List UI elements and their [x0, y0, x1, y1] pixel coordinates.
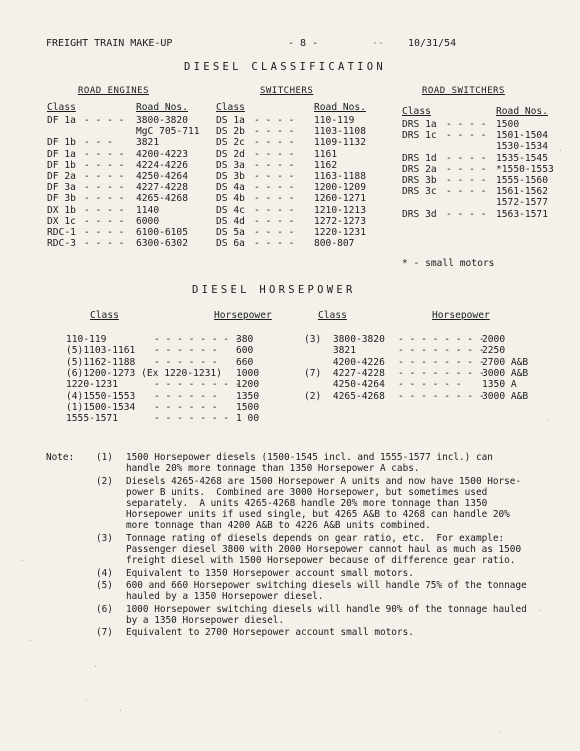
- scan-speck: [86, 700, 87, 701]
- road-engines-row-nos: MgC 705-711: [136, 126, 200, 138]
- road-switchers-row-nos: 1555-1560: [496, 175, 548, 186]
- road-engines-row-nos: 3800-3820: [136, 115, 188, 126]
- road-engines-row-dash: - - - -: [84, 193, 125, 205]
- ink-mark: ·-: [372, 38, 385, 49]
- notes-label: Note:: [46, 452, 75, 463]
- hp-left-row-hp: 1000: [236, 367, 260, 379]
- switchers-row-cls: DS 1a: [216, 115, 245, 126]
- note-number: (2): [96, 475, 113, 487]
- section-title-classification: DIESEL CLASSIFICATION: [184, 61, 387, 73]
- road-engines-row-cls: DF 3b: [47, 193, 76, 205]
- road-engines-row-dash: - - - -: [84, 171, 125, 182]
- note-line: handle 20% more tonnage than 1350 Horsepower A cabs.: [126, 463, 420, 475]
- scan-speck: [120, 710, 121, 711]
- road-switchers-row-nos: 1535-1545: [496, 152, 548, 164]
- switchers-row-dash: - - - -: [254, 204, 295, 216]
- switchers-row-nos: 1272-1273: [314, 215, 366, 227]
- switchers-row-nos: 1260-1271: [314, 193, 366, 205]
- hp-left-row-cls: (4)1550-1553: [66, 390, 136, 402]
- road-switchers-row-dash: - - - -: [446, 119, 487, 130]
- road-switchers-row-dash: - - - -: [446, 186, 487, 198]
- note-number: (6): [96, 603, 113, 615]
- road-engines-row-nos: 6000: [136, 215, 160, 227]
- road-engines-row-dash: - - - -: [84, 159, 125, 171]
- note-line: 600 and 660 Horsepower switching diesels will handle 75% of the tonnage: [126, 580, 527, 591]
- hp-left-row-cls: (5)1103-1161: [66, 345, 136, 357]
- note-number: (7): [96, 627, 113, 639]
- road-engines-row-cls: DF 1b: [47, 137, 76, 149]
- switchers-nos-label: Road Nos.: [314, 102, 366, 113]
- note-number: (4): [96, 567, 113, 579]
- hp-left-row-hp: 1200: [236, 379, 260, 391]
- note-line: separately. A units 4265-4268 handle 20% more tonnage than 1350: [126, 498, 488, 509]
- note-line: freight diesel with 1500 Horsepower because of difference gear ratio.: [126, 555, 516, 567]
- road-switchers-row-nos: 1500: [496, 119, 520, 130]
- note-line: Equivalent to 1350 Horsepower account small motors.: [126, 567, 414, 579]
- hp-right-row-cls: (7) 4227-4228: [304, 367, 385, 379]
- switchers-row-dash: - - - -: [254, 227, 295, 238]
- switchers-row-cls: DS 6a: [216, 238, 245, 250]
- note-line: more tonnage than 4200 A&B to 4226 A&B units combined.: [126, 520, 431, 532]
- road-engines-heading: ROAD ENGINES: [78, 86, 150, 96]
- road-switchers-row-nos: 1561-1562: [496, 186, 548, 198]
- hp-right-row-dash: - - - - - - - -: [398, 334, 485, 345]
- road-switchers-row-dash: - - - -: [446, 163, 487, 175]
- hp-left-row-dash: - - - - - -: [154, 401, 218, 413]
- road-engines-class-label: Class: [47, 102, 76, 113]
- switchers-row-nos: 1200-1209: [314, 182, 366, 194]
- hp-left-row-hp: 380: [236, 334, 254, 345]
- hp-right-row-cls: 3821: [304, 345, 356, 357]
- switchers-row-dash: - - - -: [254, 182, 295, 194]
- hp-right-class-label: Class: [318, 310, 347, 321]
- hp-left-row-cls: (5)1162-1188: [66, 356, 136, 368]
- scan-speck: [30, 640, 31, 641]
- hp-left-row-hp: 660: [236, 356, 254, 368]
- road-switchers-row-nos: *1550-1553: [496, 163, 554, 175]
- scan-speck: [95, 666, 96, 667]
- switchers-row-cls: DS 5a: [216, 227, 245, 238]
- switchers-row-nos: 1161: [314, 148, 338, 160]
- switchers-row-dash: - - - -: [254, 193, 295, 205]
- road-switchers-row-dash: - - - -: [446, 175, 487, 186]
- hp-left-row-hp: 600: [236, 345, 254, 357]
- road-switchers-row-nos: 1501-1504: [496, 130, 548, 142]
- switchers-row-dash: - - - -: [254, 159, 295, 171]
- note-line: Tonnage rating of diesels depends on gear ratio, etc. For example:: [126, 532, 505, 544]
- switchers-row-dash: - - - -: [254, 115, 295, 126]
- switchers-heading: SWITCHERS: [260, 86, 314, 96]
- road-engines-row-nos: 4200-4223: [136, 148, 188, 160]
- road-switchers-row-nos: 1572-1577: [496, 197, 548, 209]
- hp-right-hp-label: Horsepower: [432, 310, 490, 321]
- hp-left-row-cls: (6)1200-1273 (Ex 1220-1231): [66, 367, 222, 379]
- switchers-row-nos: 110-119: [314, 115, 355, 126]
- switchers-row-cls: DS 3a: [216, 159, 245, 171]
- note-line: power B units. Combined are 3000 Horsepower, but sometimes used: [126, 486, 488, 498]
- hp-right-row-hp: 3000 A&B: [482, 367, 529, 379]
- road-engines-row-cls: DX 1c: [47, 215, 76, 227]
- road-engines-row-dash: - - -: [84, 137, 113, 149]
- road-engines-row-nos: 4224-4226: [136, 159, 188, 171]
- hp-left-row-dash: - - - - - -: [154, 390, 218, 402]
- road-switchers-nos-label: Road Nos.: [496, 106, 548, 117]
- document-date: 10/31/54: [408, 38, 457, 49]
- scan-speck: [500, 732, 501, 733]
- road-engines-row-nos: 4227-4228: [136, 182, 188, 194]
- hp-right-row-cls: 4250-4264: [304, 379, 385, 391]
- switchers-row-nos: 1109-1132: [314, 137, 366, 149]
- switchers-row-nos: 1103-1108: [314, 126, 366, 138]
- switchers-row-nos: 1220-1231: [314, 227, 366, 238]
- road-switchers-row-cls: DRS 1d: [402, 152, 437, 164]
- hp-left-row-dash: - - - - - - -: [154, 413, 230, 425]
- note-line: Equivalent to 2700 Horsepower account small motors.: [126, 627, 414, 639]
- road-engines-row-nos: 4250-4264: [136, 171, 188, 182]
- section-title-horsepower: DIESEL HORSEPOWER: [192, 284, 356, 296]
- road-engines-row-cls: DF 1b: [47, 159, 76, 171]
- hp-left-row-dash: - - - - - - - -: [154, 334, 241, 345]
- note-line: Passenger diesel 3800 with 2000 Horsepower cannot haul as much as 1500: [126, 544, 522, 555]
- hp-left-row-cls: 1555-1571: [66, 413, 118, 425]
- road-engines-row-dash: - - - -: [84, 227, 125, 238]
- switchers-row-dash: - - - -: [254, 148, 295, 160]
- switchers-row-dash: - - - -: [254, 215, 295, 227]
- note-number: (5): [96, 580, 113, 591]
- road-switchers-row-nos: 1530-1534: [496, 141, 548, 153]
- hp-left-row-dash: - - - - - - - -: [154, 379, 241, 391]
- switchers-row-cls: DS 2d: [216, 148, 245, 160]
- scan-speck: [22, 560, 23, 561]
- road-switchers-row-dash: - - - -: [446, 208, 487, 220]
- switchers-row-cls: DS 2c: [216, 137, 245, 149]
- road-engines-row-cls: DF 1a: [47, 115, 76, 126]
- switchers-row-cls: DS 4a: [216, 182, 245, 194]
- page-number: - 8 -: [288, 38, 319, 49]
- note-line: by a 1350 Horsepower diesel.: [126, 614, 285, 626]
- note-line: 1000 Horsepower switching diesels will handle 90% of the tonnage hauled: [126, 603, 527, 615]
- hp-left-row-hp: 1 00: [236, 413, 260, 425]
- switchers-row-dash: - - - -: [254, 137, 295, 149]
- hp-right-row-dash: - - - - - - - -: [398, 390, 485, 402]
- hp-right-row-dash: - - - - - - - -: [398, 345, 485, 357]
- hp-right-row-dash: - - - - - - - -: [398, 367, 485, 379]
- hp-left-row-cls: 1220-1231: [66, 379, 118, 391]
- note-line: Horsepower units if used single, but 4265 A&B to 4268 can handle 20%: [126, 509, 510, 521]
- hp-left-row-dash: - - - - - -: [154, 356, 218, 368]
- road-switchers-row-dash: - - - -: [446, 130, 487, 142]
- road-switchers-row-dash: - - - -: [446, 152, 487, 164]
- road-engines-row-nos: 3821: [136, 137, 160, 149]
- road-engines-row-nos: 6100-6105: [136, 227, 188, 238]
- hp-right-row-hp: 2250: [482, 345, 506, 357]
- hp-right-row-hp: 2000: [482, 334, 506, 345]
- switchers-row-nos: 800-807: [314, 238, 355, 250]
- road-engines-row-cls: DF 2a: [47, 171, 76, 182]
- note-line: Diesels 4265-4268 are 1500 Horsepower A units and now have 1500 Horse-: [126, 475, 522, 487]
- document-header-left: FREIGHT TRAIN MAKE-UP: [46, 38, 173, 49]
- road-engines-row-cls: DX 1b: [47, 204, 76, 216]
- hp-left-class-label: Class: [90, 310, 119, 321]
- road-engines-row-cls: DF 3a: [47, 182, 76, 194]
- hp-right-row-hp: 1350 A: [482, 379, 517, 391]
- scan-speck: [540, 610, 541, 611]
- scan-speck: [548, 420, 549, 421]
- hp-right-row-dash: - - - - - -: [398, 379, 462, 391]
- road-engines-row-dash: - - - -: [84, 204, 125, 216]
- scan-speck: [560, 150, 561, 151]
- road-engines-row-cls: RDC-3: [47, 238, 76, 250]
- road-switchers-row-cls: DRS 3d: [402, 208, 437, 220]
- note-number: (1): [96, 452, 113, 463]
- hp-left-hp-label: Horsepower: [214, 310, 272, 321]
- road-switchers-class-label: Class: [402, 106, 431, 117]
- switchers-row-dash: - - - -: [254, 238, 295, 250]
- switchers-row-cls: DS 4c: [216, 204, 245, 216]
- hp-right-row-dash: - - - - - - - -: [398, 356, 485, 368]
- hp-left-row-hp: 1350: [236, 390, 260, 402]
- road-engines-row-dash: - - - -: [84, 182, 125, 194]
- road-engines-row-dash: - - - -: [84, 238, 125, 250]
- switchers-row-nos: 1210-1213: [314, 204, 366, 216]
- switchers-row-dash: - - - -: [254, 126, 295, 138]
- hp-left-row-cls: (1)1500-1534: [66, 401, 136, 413]
- road-switchers-row-cls: DRS 1a: [402, 119, 437, 130]
- road-engines-row-cls: DF 1a: [47, 148, 76, 160]
- road-switchers-row-cls: DRS 3b: [402, 175, 437, 186]
- road-engines-row-nos: 1140: [136, 204, 160, 216]
- hp-left-row-hp: 1500: [236, 401, 260, 413]
- note-number: (3): [96, 532, 113, 544]
- road-engines-row-dash: - - - -: [84, 115, 125, 126]
- hp-left-row-dash: - - - - - -: [154, 345, 218, 357]
- switchers-row-nos: 1163-1188: [314, 171, 366, 182]
- road-engines-row-nos: 6300-6302: [136, 238, 188, 250]
- switchers-row-cls: DS 4b: [216, 193, 245, 205]
- road-engines-nos-label: Road Nos.: [136, 102, 188, 113]
- road-engines-row-dash: - - - -: [84, 148, 125, 160]
- road-switchers-heading: ROAD SWITCHERS: [422, 86, 505, 96]
- hp-left-row-cls: 110-119: [66, 334, 107, 345]
- small-motors-footnote: * - small motors: [402, 258, 495, 269]
- road-switchers-row-cls: DRS 2a: [402, 163, 437, 175]
- hp-right-row-cls: (2) 4265-4268: [304, 390, 385, 402]
- hp-right-row-cls: (3) 3800-3820: [304, 334, 385, 345]
- road-engines-row-nos: 4265-4268: [136, 193, 188, 205]
- road-engines-row-cls: RDC-1: [47, 227, 76, 238]
- hp-right-row-hp: 2700 A&B: [482, 356, 529, 368]
- note-line: 1500 Horsepower diesels (1500-1545 incl. and 1555-1577 incl.) can: [126, 452, 493, 463]
- switchers-row-cls: DS 4d: [216, 215, 245, 227]
- note-line: hauled by a 1350 Horsepower diesel.: [126, 591, 324, 603]
- switchers-row-nos: 1162: [314, 159, 338, 171]
- switchers-row-cls: DS 2b: [216, 126, 245, 138]
- road-switchers-row-cls: DRS 3c: [402, 186, 437, 198]
- road-switchers-row-cls: DRS 1c: [402, 130, 437, 142]
- hp-right-row-hp: 3000 A&B: [482, 390, 529, 402]
- road-engines-row-dash: - - - -: [84, 215, 125, 227]
- hp-right-row-cls: 4200-4226: [304, 356, 385, 368]
- switchers-row-dash: - - - -: [254, 171, 295, 182]
- switchers-class-label: Class: [216, 102, 245, 113]
- road-switchers-row-nos: 1563-1571: [496, 208, 548, 220]
- switchers-row-cls: DS 3b: [216, 171, 245, 182]
